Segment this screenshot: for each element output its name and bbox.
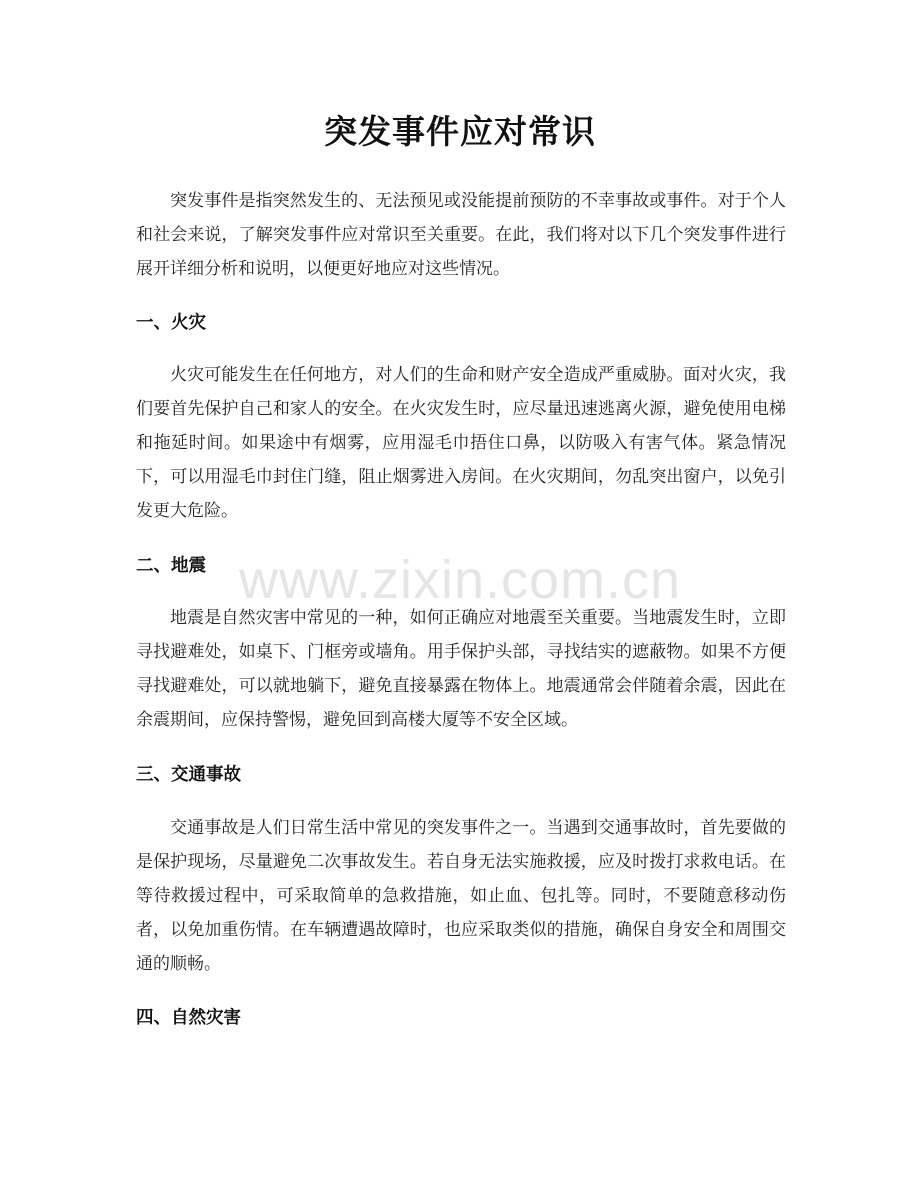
intro-paragraph: 突发事件是指突然发生的、无法预见或没能提前预防的不幸事故或事件。对于个人和社会来说，了解突发事件应对常识至关重要。在此，我们将对以下几个突发事件进行展开详细分析和说明，以便更好地应对这些情况。: [136, 191, 786, 279]
section-body-earthquake: 地震是自然灾害中常见的一种，如何正确应对地震至关重要。当地震发生时，立即寻找避难处，如桌下、门框旁或墙角。用手保护头部，寻找结实的遮蔽物。如果不方便寻找避难处，可以就地躺下，避免直接暴露在物体上。地震通常会伴随着余震，因此在余震期间，应保持警惕，避免回到高楼大厦等不安全区域。: [136, 608, 786, 730]
section-heading-earthquake: 二、地震: [136, 556, 206, 576]
watermark: www.zixin.com.cn: [238, 550, 682, 610]
section-body-fire: 火灾可能发生在任何地方，对人们的生命和财产安全造成严重威胁。面对火灾，我们要首先保护自己和家人的安全。在火灾发生时，应尽量迅速逃离火源，避免使用电梯和拖延时间。如果途中有烟雾，应用湿毛巾捂住口鼻，以防吸入有害气体。紧急情况下，可以用湿毛巾封住门缝，阻止烟雾进入房间。在火灾期间，勿乱突出窗户，以免引发更大危险。: [136, 365, 786, 521]
document-title: 突发事件应对常识: [324, 112, 596, 151]
section-heading-fire: 一、火灾: [136, 313, 206, 333]
section-heading-traffic: 三、交通事故: [136, 765, 241, 785]
section-body-traffic: 交通事故是人们日常生活中常见的突发事件之一。当遇到交通事故时，首先要做的是保护现场，尽量避免二次事故发生。若自身无法实施救援，应及时拨打求救电话。在等待救援过程中，可采取简单的急救措施，如止血、包扎等。同时，不要随意移动伤者，以免加重伤情。在车辆遭遇故障时，也应采取类似的措施，确保自身安全和周围交通的顺畅。: [136, 818, 786, 974]
section-heading-natural-disaster: 四、自然灾害: [136, 1008, 241, 1028]
